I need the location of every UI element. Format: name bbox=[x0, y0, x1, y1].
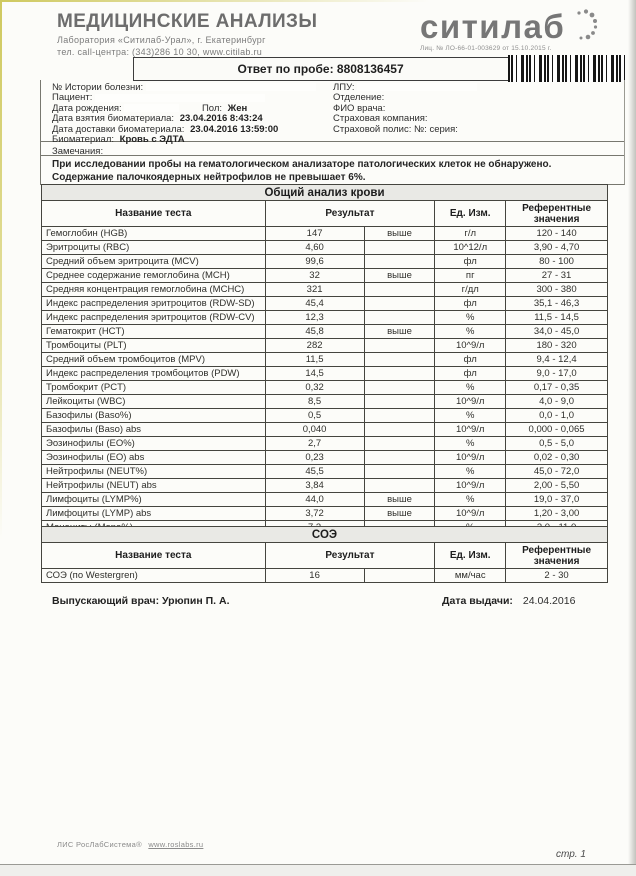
column-header-result: Результат bbox=[265, 201, 435, 227]
cell-units: пг bbox=[435, 269, 506, 283]
cell-test: Тромбоциты (PLT) bbox=[42, 339, 266, 353]
table-row bbox=[42, 339, 608, 353]
scan-edge-top bbox=[0, 0, 430, 2]
cell-reference: 27 - 31 bbox=[506, 269, 608, 283]
table-row bbox=[42, 451, 608, 465]
cell-reference: 300 - 380 bbox=[506, 283, 608, 297]
cell-test: СОЭ (по Westergren) bbox=[42, 569, 266, 583]
table-row bbox=[42, 507, 608, 521]
insurance-policy-field bbox=[333, 125, 477, 135]
citilab-wordmark: ситилаб bbox=[420, 8, 566, 45]
table-row bbox=[42, 395, 608, 409]
table-row bbox=[42, 423, 608, 437]
cell-test: Эозинофилы (EO) abs bbox=[42, 451, 266, 465]
cell-flag bbox=[364, 479, 435, 493]
scan-edge-bottom bbox=[0, 865, 636, 876]
patient-info-right-column bbox=[333, 83, 477, 135]
field-value: Кровь с ЭДТА bbox=[119, 133, 185, 145]
cell-result: 3,84 bbox=[265, 479, 364, 493]
cell-test: Нейтрофилы (NEUT%) bbox=[42, 465, 266, 479]
cell-reference: 34,0 - 45,0 bbox=[506, 325, 608, 339]
cell-units: % bbox=[435, 493, 506, 507]
cell-result: 282 bbox=[265, 339, 364, 353]
field-label: Дата взятия биоматериала: bbox=[52, 113, 175, 125]
remarks-line: Содержание палочкоядерных нейтрофилов не превышает 6%. bbox=[52, 171, 366, 183]
table-row bbox=[42, 437, 608, 451]
field-label: ФИО врача: bbox=[333, 102, 386, 114]
table-row bbox=[42, 255, 608, 269]
cell-flag bbox=[364, 437, 435, 451]
cell-result: 0,23 bbox=[265, 451, 364, 465]
issuing-doctor-name: Урюпин П. А. bbox=[162, 595, 230, 607]
patient-info-left-column bbox=[52, 83, 316, 145]
cell-result: 321 bbox=[265, 283, 364, 297]
cell-units: г/л bbox=[435, 227, 506, 241]
remarks-line: При исследовании пробы на гематологическом анализаторе патологических клеток не обнаружено. bbox=[52, 159, 552, 170]
redacted-value bbox=[95, 94, 265, 102]
scan-edge-left bbox=[0, 0, 2, 540]
cell-flag: выше bbox=[364, 507, 435, 521]
esr-table bbox=[41, 526, 608, 583]
cell-reference: 9,4 - 12,4 bbox=[506, 353, 608, 367]
cell-result: 3,72 bbox=[265, 507, 364, 521]
cell-units: 10^9/л bbox=[435, 339, 506, 353]
cell-flag bbox=[364, 297, 435, 311]
field-label: № Истории болезни: bbox=[52, 82, 144, 93]
remarks-text bbox=[52, 159, 551, 184]
cell-units: % bbox=[435, 325, 506, 339]
cell-test: Базофилы (Baso%) bbox=[42, 409, 266, 423]
field-label: Страховая компания: bbox=[333, 113, 428, 125]
cell-units: % bbox=[435, 381, 506, 395]
cell-test: Базофилы (Baso) abs bbox=[42, 423, 266, 437]
field-label: Дата доставки биоматериала: bbox=[52, 123, 185, 135]
table-row bbox=[42, 381, 608, 395]
cell-flag: выше bbox=[364, 227, 435, 241]
cell-reference: 0,5 - 5,0 bbox=[506, 437, 608, 451]
field-label: ЛПУ: bbox=[333, 82, 355, 93]
table-row bbox=[42, 269, 608, 283]
cell-units: г/дл bbox=[435, 283, 506, 297]
issuing-doctor-label: Выпускающий врач: bbox=[52, 595, 160, 607]
cell-test: Эозинофилы (EO%) bbox=[42, 437, 266, 451]
cell-result: 147 bbox=[265, 227, 364, 241]
lis-url-link: www.roslabs.ru bbox=[148, 840, 204, 849]
field-label: Страховой полис: №: серия: bbox=[333, 123, 458, 135]
cell-reference: 180 - 320 bbox=[506, 339, 608, 353]
cell-units: фл bbox=[435, 367, 506, 381]
barcode bbox=[508, 55, 626, 82]
column-header-reference: Референтные значения bbox=[506, 543, 608, 569]
redacted-value bbox=[124, 104, 179, 112]
cell-test: Индекс распределения эритроцитов (RDW-SD) bbox=[42, 297, 266, 311]
table-row bbox=[42, 311, 608, 325]
cell-flag: выше bbox=[364, 493, 435, 507]
cell-test: Индекс распределения тромбоцитов (PDW) bbox=[42, 367, 266, 381]
cell-flag bbox=[364, 569, 435, 583]
cell-reference: 19,0 - 37,0 bbox=[506, 493, 608, 507]
cell-units: % bbox=[435, 465, 506, 479]
cell-result: 2,7 bbox=[265, 437, 364, 451]
cell-reference: 0,02 - 0,30 bbox=[506, 451, 608, 465]
cell-flag: выше bbox=[364, 269, 435, 283]
field-label: Отделение: bbox=[333, 92, 385, 104]
brand-subtitle-lab: Лаборатория «Ситилаб-Урал», г. Екатеринбург bbox=[57, 35, 266, 45]
cell-units: фл bbox=[435, 353, 506, 367]
cell-reference: 0,17 - 0,35 bbox=[506, 381, 608, 395]
cell-test: Нейтрофилы (NEUT) abs bbox=[42, 479, 266, 493]
cell-result: 45,8 bbox=[265, 325, 364, 339]
cell-reference: 2,00 - 5,50 bbox=[506, 479, 608, 493]
cell-flag bbox=[364, 241, 435, 255]
cell-units: 10^9/л bbox=[435, 395, 506, 409]
cell-flag bbox=[364, 367, 435, 381]
cell-reference: 3,90 - 4,70 bbox=[506, 241, 608, 255]
cell-reference: 35,1 - 46,3 bbox=[506, 297, 608, 311]
cell-result: 32 bbox=[265, 269, 364, 283]
table-row bbox=[42, 569, 608, 583]
citilab-logo bbox=[420, 8, 625, 52]
redacted-value bbox=[357, 83, 477, 91]
table-row bbox=[42, 353, 608, 367]
cell-result: 4,60 bbox=[265, 241, 364, 255]
report-header-bar bbox=[133, 57, 626, 81]
cell-flag bbox=[364, 255, 435, 269]
cell-result: 0,32 bbox=[265, 381, 364, 395]
column-header-test: Название теста bbox=[42, 201, 266, 227]
field-value: 23.04.2016 8:43:24 bbox=[179, 113, 263, 125]
sex-value: Жен bbox=[227, 102, 248, 114]
cell-test: Гематокрит (HCT) bbox=[42, 325, 266, 339]
field-label: Дата рождения: bbox=[52, 102, 122, 114]
table-row bbox=[42, 409, 608, 423]
redacted-value bbox=[146, 83, 316, 91]
cell-test: Гемоглобин (HGB) bbox=[42, 227, 266, 241]
cell-reference: 11,5 - 14,5 bbox=[506, 311, 608, 325]
table-row bbox=[42, 493, 608, 507]
biomaterial-field bbox=[52, 135, 316, 145]
cell-result: 45,5 bbox=[265, 465, 364, 479]
cell-reference: 45,0 - 72,0 bbox=[506, 465, 608, 479]
cell-reference: 120 - 140 bbox=[506, 227, 608, 241]
page-number: стр. 1 bbox=[556, 849, 586, 860]
cell-flag bbox=[364, 395, 435, 409]
column-header-test: Название теста bbox=[42, 543, 266, 569]
cell-flag bbox=[364, 311, 435, 325]
table-row bbox=[42, 227, 608, 241]
cell-units: % bbox=[435, 437, 506, 451]
cell-test: Лимфоциты (LYMP%) bbox=[42, 493, 266, 507]
issue-date-label: Дата выдачи: bbox=[442, 595, 513, 607]
table-row bbox=[42, 479, 608, 493]
cell-reference: 80 - 100 bbox=[506, 255, 608, 269]
cell-test: Лейкоциты (WBC) bbox=[42, 395, 266, 409]
cell-flag bbox=[364, 423, 435, 437]
cell-result: 11,5 bbox=[265, 353, 364, 367]
cell-units: % bbox=[435, 409, 506, 423]
cell-test: Эритроциты (RBC) bbox=[42, 241, 266, 255]
cell-reference: 1,20 - 3,00 bbox=[506, 507, 608, 521]
cell-reference: 4,0 - 9,0 bbox=[506, 395, 608, 409]
issue-date-value: 24.04.2016 bbox=[522, 595, 576, 607]
cell-flag bbox=[364, 381, 435, 395]
column-header-reference: Референтные значения bbox=[506, 201, 608, 227]
cell-result: 14,5 bbox=[265, 367, 364, 381]
cell-flag bbox=[364, 409, 435, 423]
cell-flag: выше bbox=[364, 325, 435, 339]
cell-units: фл bbox=[435, 297, 506, 311]
cell-result: 0,040 bbox=[265, 423, 364, 437]
column-header-units: Ед. Изм. bbox=[435, 201, 506, 227]
cell-result: 12,3 bbox=[265, 311, 364, 325]
cell-flag bbox=[364, 353, 435, 367]
brand-subtitle-phone: тел. call-центра: (343)286 10 30, www.citilab.ru bbox=[57, 47, 263, 57]
field-label: Пациент: bbox=[52, 92, 93, 104]
lis-credit bbox=[57, 840, 203, 849]
patient-info-box bbox=[40, 80, 625, 185]
cell-units: мм/час bbox=[435, 569, 506, 583]
cbc-table bbox=[41, 184, 608, 549]
column-header-result: Результат bbox=[265, 543, 435, 569]
brand-title: МЕДИЦИНСКИЕ АНАЛИЗЫ bbox=[57, 11, 318, 32]
cell-units: 10^9/л bbox=[435, 451, 506, 465]
table-row bbox=[42, 465, 608, 479]
cell-units: 10^9/л bbox=[435, 507, 506, 521]
table-row bbox=[42, 367, 608, 381]
lab-brand-block bbox=[57, 11, 317, 57]
cell-test: Средний объем тромбоцитов (MPV) bbox=[42, 353, 266, 367]
cell-units: 10^9/л bbox=[435, 423, 506, 437]
cell-result: 45,4 bbox=[265, 297, 364, 311]
cell-test: Средняя концентрация гемоглобина (MCHC) bbox=[42, 283, 266, 297]
cell-flag bbox=[364, 465, 435, 479]
column-header-units: Ед. Изм. bbox=[435, 543, 506, 569]
cell-reference: 2 - 30 bbox=[506, 569, 608, 583]
sex-label: Пол: bbox=[201, 102, 223, 114]
cell-flag bbox=[364, 339, 435, 353]
cell-reference: 9,0 - 17,0 bbox=[506, 367, 608, 381]
cell-flag bbox=[364, 451, 435, 465]
divider bbox=[41, 155, 624, 156]
issue-date bbox=[442, 595, 575, 607]
field-label: Биоматериал: bbox=[52, 133, 115, 145]
cbc-section-title: Общий анализ крови bbox=[42, 185, 608, 201]
signoff-row bbox=[52, 595, 612, 607]
cell-units: 10^12/л bbox=[435, 241, 506, 255]
remarks-label: Замечания: bbox=[52, 146, 104, 157]
cell-result: 0,5 bbox=[265, 409, 364, 423]
license-number: Лиц. № ЛО-66-01-003629 от 15.10.2015 г. bbox=[420, 45, 552, 52]
citilab-dots-icon bbox=[569, 8, 599, 42]
cell-test: Средний объем эритроцита (MCV) bbox=[42, 255, 266, 269]
field-value: 23.04.2016 13:59:00 bbox=[190, 123, 279, 135]
esr-section-title: СОЭ bbox=[42, 527, 608, 543]
lis-name: ЛИС РосЛабСистема® bbox=[57, 840, 142, 849]
cell-units: 10^9/л bbox=[435, 479, 506, 493]
cell-result: 44,0 bbox=[265, 493, 364, 507]
cell-reference: 0,000 - 0,065 bbox=[506, 423, 608, 437]
cell-test: Лимфоциты (LYMP) abs bbox=[42, 507, 266, 521]
cell-flag bbox=[364, 283, 435, 297]
report-title: Ответ по пробе: 8808136457 bbox=[237, 62, 404, 76]
table-row bbox=[42, 283, 608, 297]
table-row bbox=[42, 325, 608, 339]
cell-result: 8,5 bbox=[265, 395, 364, 409]
scan-edge-right bbox=[628, 0, 636, 876]
cell-test: Тромбокрит (PCT) bbox=[42, 381, 266, 395]
cell-result: 16 bbox=[265, 569, 364, 583]
cell-reference: 0,0 - 1,0 bbox=[506, 409, 608, 423]
table-row bbox=[42, 297, 608, 311]
cell-test: Среднее содержание гемоглобина (MCH) bbox=[42, 269, 266, 283]
cell-test: Индекс распределения эритроцитов (RDW-CV) bbox=[42, 311, 266, 325]
table-row bbox=[42, 241, 608, 255]
cell-units: % bbox=[435, 311, 506, 325]
cell-result: 99,6 bbox=[265, 255, 364, 269]
cell-units: фл bbox=[435, 255, 506, 269]
